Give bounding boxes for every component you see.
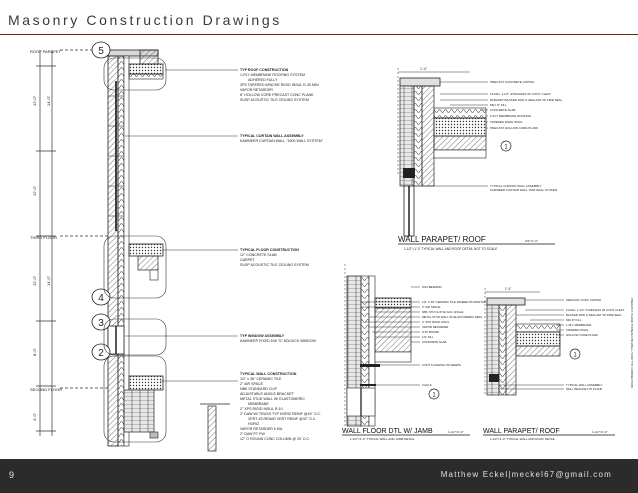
svg-text:1'-4": 1'-4"	[505, 287, 512, 291]
detail-parapet-roof-right	[483, 287, 634, 441]
detail-left-caption: WALL FLOOR DTL W/ JAMB	[342, 428, 433, 435]
svg-text:12'-0": 12'-0"	[32, 275, 37, 286]
author-line: Matthew Eckel|meckel67@gmail.com	[440, 470, 612, 479]
note-curtain-line: KAWNEER CURTAIN WALL "1600 WALL SYSTEM"	[240, 139, 324, 143]
detail-top-note: PARAPET BACKER ROD & SEALANT W/ FIRE SEAL	[490, 98, 563, 102]
detail-right-note: PRECAST CONC COPING	[566, 298, 602, 302]
detail-right-note: 1-PLY MEMBRANE	[566, 323, 592, 327]
detail-left-note: W14 BEARING	[422, 285, 442, 289]
detail-left-note: GYP BOARD	[422, 330, 440, 334]
detail-top-caption: WALL PARAPET/ ROOF	[398, 235, 486, 244]
footer-bar	[0, 459, 638, 493]
detail-left-note: 1/2" FILL	[422, 335, 434, 339]
detail-right-note: TYPICAL WALL ASSEMBLY	[566, 383, 603, 387]
level-third-label: THIRD FLOOR	[30, 235, 58, 240]
level-second-label: SECOND FLOOR	[30, 387, 63, 392]
note-wall-line: 12" O ROUND CONC COLUMN @ 20' O.C.	[240, 437, 311, 441]
detail-top-marker: 1	[504, 144, 508, 151]
detail-left-subcaption: 1-1/2"=1'-0" TYPICAL WALL AND JAMB DETAIL	[350, 437, 415, 441]
detail-top-note: MIN. 8" FILL	[490, 103, 507, 107]
detail-right-note: WALL BRACKET AT PLANK	[566, 387, 603, 391]
detail-tag-3[interactable]	[92, 314, 110, 330]
detail-left-note: 1/2" X 36" CERAMIC TILE VENEER W/ MORTAR	[422, 300, 486, 304]
note-floor-line: 12" CONCRETE SLAB	[240, 253, 277, 257]
detail-right-subcaption: 1-1/2"=1'-0" TYPICAL WALL AND ROOF DETAIL	[490, 437, 556, 441]
detail-top-note: TYPICAL CURTAIN WALL ASSEMBLY	[490, 184, 542, 188]
detail-top-note: PRECAST CONCRETE COPING	[490, 80, 535, 84]
detail-top-subcaption: 1-1/2"=1'-0" TYPICAL WALL AND ROOF DETAIL NOT TO SCALE	[404, 247, 498, 251]
note-window-line: KAWNEER FIXED 6X6 TC 8OLDICK WINDOW	[240, 339, 316, 343]
detail-parapet-roof-top	[398, 67, 563, 251]
note-wall-line: HORIZ	[248, 422, 260, 426]
detail-tag-4[interactable]	[92, 289, 110, 305]
level-roof-label: ROOF PARAPET	[30, 49, 62, 54]
note-wall-line: VAPOR RETARDER 6 MIL	[240, 427, 283, 431]
svg-text:8'-0": 8'-0"	[32, 348, 37, 356]
detail-right-note: MIN 8" FILL	[566, 318, 582, 322]
note-wall-line: 2" DAW PT PW	[240, 432, 265, 436]
detail-right-side-label: PRECAST PLANK TO BEAR ON WALL / FOR TYP. CONNECTION	[630, 298, 634, 388]
note-wall-line: MEMBRANE	[248, 402, 269, 406]
detail-left-note: VAPOR RETARDER	[422, 325, 449, 329]
detail-top-note: PRECAST HOLLOW CORE PLANK	[490, 126, 539, 130]
detail-left-note: NBK STD CLIP W/ ADJ. ANGLE	[422, 310, 464, 314]
page-number: 9	[9, 470, 15, 480]
wall-section	[30, 42, 324, 451]
detail-right-caption: WALL PARAPET/ ROOF	[483, 428, 560, 435]
note-window-title: TYP WINDOW ASSEMBLY	[240, 334, 285, 338]
detail-tag-5[interactable]	[92, 42, 110, 58]
detail-left-marker: 1	[432, 392, 436, 399]
detail-right-marker: 1	[573, 352, 577, 359]
detail-left-scale: 1-1/2"=1'-0"	[448, 430, 464, 434]
detail-left-note: CONT FLASHING W/ WEEPS	[422, 363, 461, 367]
svg-text:4: 4	[98, 293, 104, 304]
svg-text:14'-0": 14'-0"	[46, 275, 51, 286]
detail-wall-floor-jamb	[342, 264, 486, 441]
note-wall-title: TYPICAL WALL CONSTRUCTION	[240, 372, 297, 376]
note-curtain-title: TYPICAL CURTAIN WALL ASSEMBLY	[240, 134, 304, 138]
note-floor-line: CARPET	[240, 258, 255, 262]
svg-text:4'-0": 4'-0"	[32, 413, 37, 421]
note-wall-line: METAL STUD WALL W/ ELASTOMERIC	[240, 397, 305, 401]
note-roof-line: VAPOR RETARDER	[240, 88, 273, 92]
detail-left-note: CONCRETE SLAB	[422, 340, 447, 344]
note-wall-line: 1/2" x 36" CERAMIC TILE	[240, 377, 282, 381]
slide-title: Masonry Construction Drawings	[8, 12, 282, 28]
title-rule	[0, 34, 638, 35]
note-roof-line: 1-PLY MEMBRANE ROOFING SYSTEM	[240, 73, 305, 77]
svg-text:1'-4": 1'-4"	[420, 67, 427, 71]
detail-left-note: METAL STUD WALL W/ ELASTOMERIC MEM.	[422, 315, 483, 319]
svg-text:5: 5	[98, 46, 104, 57]
note-roof-line: SUSP ACOUSTIC TILE CEILING SYSTEM	[240, 98, 309, 102]
note-floor-title: TYPICAL FLOOR CONSTRUCTION	[240, 248, 299, 252]
note-roof-line: ADHERED FULLY	[248, 78, 278, 82]
detail-tag-2[interactable]	[92, 344, 110, 360]
detail-left-note: 2" AIR SPACE	[422, 305, 441, 309]
note-roof-title: TYP ROOF CONSTRUCTION	[240, 68, 289, 72]
detail-right-note: FLASH. 1-1/2" STAINLESS W/ CONT CLEAT	[566, 308, 625, 312]
detail-right-scale: 1-1/2"=1'-0"	[592, 430, 608, 434]
detail-top-note: 1-PLY MEMBRANE ROOFING	[490, 114, 532, 118]
note-wall-line: ADJUSTABLE ANGLE BRACKET	[240, 392, 294, 396]
svg-text:14'-0": 14'-0"	[46, 95, 51, 106]
note-floor-line: SUSP ACOUSTIC TILE CEILING SYSTEM	[240, 263, 309, 267]
detail-right-note: BACKER ROD & SEALANT W/ FIRE SEAL	[566, 313, 622, 317]
detail-top-note: TAPERED RIGID INSUL	[490, 120, 523, 124]
detail-right-note: TAPERED INSUL	[566, 328, 589, 332]
note-wall-line: 2" AIR SPACE	[240, 382, 263, 386]
drawing-sheet	[0, 36, 638, 459]
detail-left-note: CAULK	[422, 383, 432, 387]
svg-text:12'-0": 12'-0"	[32, 185, 37, 196]
note-roof-line: 2PS TAPERED APACHE RIGID INSUL R-30 MIN	[240, 83, 319, 87]
note-wall-line: NBK STANDARD CLIP	[240, 387, 277, 391]
note-wall-line: 2" DAW W/ TRUSS TYP HORIZ REINF @16" O.C.	[240, 412, 322, 416]
note-wall-line: VERT #3 REBAR VERT REINF @32" O.C.	[248, 417, 317, 421]
note-wall-line: 2" XPS RIGID INSUL R-10	[240, 407, 283, 411]
detail-top-note: FLASH. 1-1/2" STAINLESS W/ CONT. CLEAT	[490, 92, 551, 96]
svg-text:3: 3	[98, 318, 104, 329]
detail-top-scale: 3/4"=1'-0"	[525, 239, 538, 243]
detail-left-note: 2" XPS RIGID INSUL	[422, 320, 450, 324]
detail-right-note: HOLLOW CORE PLANK	[566, 333, 598, 337]
svg-text:12'-0": 12'-0"	[32, 95, 37, 106]
note-roof-line: 8" HOLLOW CORE PRECAST CONC PLANK	[240, 93, 314, 97]
detail-top-note: KAWNEER CURTAIN WALL 1600 WALL SYSTEM	[490, 188, 558, 192]
detail-top-note: CONCRETE SLAB	[490, 108, 516, 112]
svg-text:2: 2	[98, 348, 104, 359]
